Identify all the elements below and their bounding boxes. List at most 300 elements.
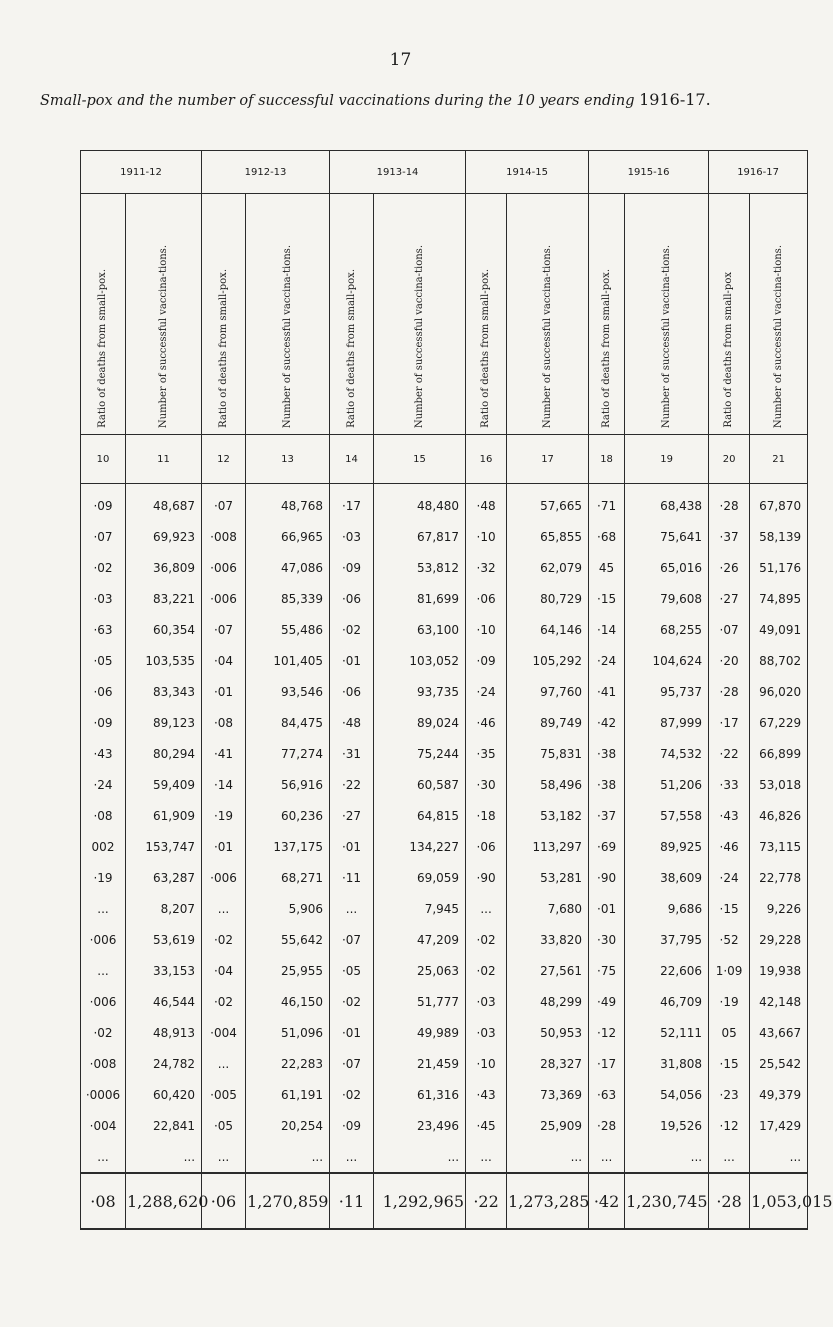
vaccinations-cell: 89,024 xyxy=(374,707,466,738)
vaccinations-cell: 55,642 xyxy=(246,924,330,955)
ratio-cell: ·09 xyxy=(330,1110,374,1141)
vaccinations-cell: 48,768 xyxy=(246,484,330,522)
ratio-cell: ·01 xyxy=(330,1017,374,1048)
ratio-cell: ·06 xyxy=(466,583,507,614)
ratio-cell: ·02 xyxy=(81,1017,126,1048)
ratio-cell: 002 xyxy=(81,831,126,862)
vaccinations-cell: 7,945 xyxy=(374,893,466,924)
ratio-cell: ·33 xyxy=(709,769,750,800)
ratio-cell: ·48 xyxy=(330,707,374,738)
vaccinations-cell: 22,841 xyxy=(126,1110,202,1141)
vaccinations-cell: 61,316 xyxy=(374,1079,466,1110)
vaccinations-cell: 22,606 xyxy=(625,955,709,986)
ratio-cell: ·11 xyxy=(330,862,374,893)
column-header-text: Number of successful vaccina-tions. xyxy=(157,244,169,428)
ratio-cell: ·90 xyxy=(466,862,507,893)
column-header-text: Number of successful vaccina-tions. xyxy=(660,244,672,428)
ratio-cell: ·43 xyxy=(709,800,750,831)
ratio-cell: ·69 xyxy=(589,831,625,862)
ratio-cell: ·35 xyxy=(466,738,507,769)
year-header: 1916-17 xyxy=(709,151,808,194)
vaccinations-cell: 73,369 xyxy=(507,1079,589,1110)
vaccinations-cell: 17,429 xyxy=(750,1110,808,1141)
vaccinations-cell: 37,795 xyxy=(625,924,709,955)
ratio-cell: ·75 xyxy=(589,955,625,986)
vaccinations-cell: 22,778 xyxy=(750,862,808,893)
vaccinations-cell: 28,327 xyxy=(507,1048,589,1079)
ratio-cell: ·43 xyxy=(466,1079,507,1110)
ratio-cell: ·27 xyxy=(330,800,374,831)
ratio-cell: ·006 xyxy=(202,552,246,583)
table-row xyxy=(81,1048,808,1079)
vaccinations-cell: ... xyxy=(374,1141,466,1173)
ratio-cell: ·09 xyxy=(330,552,374,583)
column-header xyxy=(81,194,126,435)
ratio-cell: ·02 xyxy=(330,986,374,1017)
vaccinations-cell: 75,831 xyxy=(507,738,589,769)
vaccinations-cell: 68,438 xyxy=(625,484,709,522)
ratio-cell: ·41 xyxy=(202,738,246,769)
ratio-cell: ·004 xyxy=(202,1017,246,1048)
column-header-text: Number of successful vaccina-tions. xyxy=(541,244,553,428)
vaccinations-cell: 50,953 xyxy=(507,1017,589,1048)
ratio-cell: ·48 xyxy=(466,484,507,522)
ratio-cell: ·06 xyxy=(330,583,374,614)
ratio-cell: ·09 xyxy=(81,484,126,522)
vaccinations-cell: 47,086 xyxy=(246,552,330,583)
vaccinations-cell: 48,299 xyxy=(507,986,589,1017)
ratio-cell: ·28 xyxy=(709,676,750,707)
ratio-cell: ·02 xyxy=(202,924,246,955)
vaccinations-cell: 85,339 xyxy=(246,583,330,614)
ratio-cell: ·63 xyxy=(81,614,126,645)
vaccination-table xyxy=(80,150,833,1230)
total-cell: 1,273,285 xyxy=(507,1173,589,1229)
vaccinations-cell: 24,782 xyxy=(126,1048,202,1079)
ratio-cell: ·28 xyxy=(709,484,750,522)
column-header-row xyxy=(81,194,808,435)
vaccinations-cell: 60,420 xyxy=(126,1079,202,1110)
vaccinations-cell: 89,749 xyxy=(507,707,589,738)
table-title xyxy=(40,90,780,109)
vaccinations-cell: 103,052 xyxy=(374,645,466,676)
column-number-row xyxy=(81,435,808,484)
vaccinations-cell: 43,667 xyxy=(750,1017,808,1048)
ratio-cell: ·26 xyxy=(709,552,750,583)
column-header xyxy=(507,194,589,435)
column-header-text: Ratio of deaths from small-pox. xyxy=(600,269,612,428)
table-row xyxy=(81,521,808,552)
ratio-cell: ·43 xyxy=(81,738,126,769)
ratio-cell: ·46 xyxy=(466,707,507,738)
vaccinations-cell: 60,587 xyxy=(374,769,466,800)
total-cell: ·22 xyxy=(466,1173,507,1229)
ratio-cell: ·006 xyxy=(81,986,126,1017)
ratio-cell: ·04 xyxy=(202,955,246,986)
ratio-cell: ·09 xyxy=(81,707,126,738)
ratio-cell: ... xyxy=(709,1141,750,1173)
ratio-cell: ·07 xyxy=(81,521,126,552)
vaccinations-cell: 83,221 xyxy=(126,583,202,614)
table-row xyxy=(81,614,808,645)
ratio-cell: ·03 xyxy=(466,1017,507,1048)
vaccinations-cell: 8,207 xyxy=(126,893,202,924)
vaccinations-cell: 53,812 xyxy=(374,552,466,583)
vaccinations-cell: 65,016 xyxy=(625,552,709,583)
ratio-cell: ·05 xyxy=(81,645,126,676)
total-cell: 1,270,859 xyxy=(246,1173,330,1229)
ratio-cell: ·01 xyxy=(330,831,374,862)
column-header xyxy=(202,194,246,435)
vaccinations-cell: 66,899 xyxy=(750,738,808,769)
vaccinations-cell: 134,227 xyxy=(374,831,466,862)
ratio-cell: ·008 xyxy=(81,1048,126,1079)
vaccinations-cell: 101,405 xyxy=(246,645,330,676)
column-number: 12 xyxy=(202,435,246,484)
vaccinations-cell: 80,294 xyxy=(126,738,202,769)
vaccinations-cell: 69,059 xyxy=(374,862,466,893)
vaccinations-cell: 9,226 xyxy=(750,893,808,924)
totals-row xyxy=(81,1173,808,1229)
total-cell: ·28 xyxy=(709,1173,750,1229)
table-row xyxy=(81,986,808,1017)
vaccinations-cell: 137,175 xyxy=(246,831,330,862)
ratio-cell: ·15 xyxy=(709,1048,750,1079)
total-cell: ·08 xyxy=(81,1173,126,1229)
vaccinations-cell: 89,123 xyxy=(126,707,202,738)
ratio-cell: ·23 xyxy=(709,1079,750,1110)
ratio-cell: ·02 xyxy=(202,986,246,1017)
vaccinations-cell: 63,100 xyxy=(374,614,466,645)
vaccinations-cell: 83,343 xyxy=(126,676,202,707)
ratio-cell: ·22 xyxy=(330,769,374,800)
ratio-cell: ... xyxy=(330,1141,374,1173)
vaccinations-cell: 46,150 xyxy=(246,986,330,1017)
vaccinations-cell: ... xyxy=(750,1141,808,1173)
vaccinations-cell: 96,020 xyxy=(750,676,808,707)
ratio-cell: ·19 xyxy=(709,986,750,1017)
vaccinations-cell: 61,191 xyxy=(246,1079,330,1110)
ratio-cell: ... xyxy=(589,1141,625,1173)
vaccinations-cell: 58,139 xyxy=(750,521,808,552)
table-row xyxy=(81,893,808,924)
ratio-cell: ·005 xyxy=(202,1079,246,1110)
vaccinations-cell: 56,916 xyxy=(246,769,330,800)
vaccinations-cell: 87,999 xyxy=(625,707,709,738)
ratio-cell: ·07 xyxy=(330,1048,374,1079)
vaccinations-cell: 67,870 xyxy=(750,484,808,522)
table-row xyxy=(81,831,808,862)
column-header xyxy=(330,194,374,435)
ratio-cell: ... xyxy=(202,893,246,924)
ratio-cell: ·18 xyxy=(466,800,507,831)
total-cell: 1,288,620 xyxy=(126,1173,202,1229)
vaccinations-cell: ... xyxy=(246,1141,330,1173)
vaccinations-cell: 53,281 xyxy=(507,862,589,893)
year-header: 1913-14 xyxy=(330,151,466,194)
vaccinations-cell: 53,182 xyxy=(507,800,589,831)
ratio-cell: ·06 xyxy=(330,676,374,707)
vaccinations-cell: 25,542 xyxy=(750,1048,808,1079)
ratio-cell: ... xyxy=(81,955,126,986)
ratio-cell: ·006 xyxy=(202,583,246,614)
vaccinations-cell: 51,096 xyxy=(246,1017,330,1048)
column-header-text: Ratio of deaths from small-pox. xyxy=(345,269,357,428)
column-number: 21 xyxy=(750,435,808,484)
ratio-cell: ·24 xyxy=(589,645,625,676)
ratio-cell: ... xyxy=(202,1048,246,1079)
vaccinations-cell: 73,115 xyxy=(750,831,808,862)
vaccinations-cell: 20,254 xyxy=(246,1110,330,1141)
column-header xyxy=(625,194,709,435)
vaccinations-cell: 95,737 xyxy=(625,676,709,707)
vaccinations-cell: 7,680 xyxy=(507,893,589,924)
ratio-cell: ·32 xyxy=(466,552,507,583)
ratio-cell: ·02 xyxy=(330,614,374,645)
year-header: 1912-13 xyxy=(202,151,330,194)
ratio-cell: 05 xyxy=(709,1017,750,1048)
table-row xyxy=(81,1141,808,1173)
ratio-cell: ·19 xyxy=(81,862,126,893)
ratio-cell: ·37 xyxy=(589,800,625,831)
ratio-cell: ·02 xyxy=(81,552,126,583)
ratio-cell: ·07 xyxy=(202,614,246,645)
ratio-cell: ·07 xyxy=(202,484,246,522)
vaccinations-cell: 27,561 xyxy=(507,955,589,986)
vaccinations-cell: 74,532 xyxy=(625,738,709,769)
table-row xyxy=(81,862,808,893)
total-cell: ·06 xyxy=(202,1173,246,1229)
ratio-cell: ·09 xyxy=(466,645,507,676)
table-row xyxy=(81,924,808,955)
title-text: Small-pox and the number of successful vaccinations during the 10 years ending xyxy=(40,93,635,109)
table-row xyxy=(81,707,808,738)
vaccinations-cell: 21,459 xyxy=(374,1048,466,1079)
vaccinations-cell: 51,206 xyxy=(625,769,709,800)
ratio-cell: ·42 xyxy=(589,707,625,738)
vaccinations-cell: 38,609 xyxy=(625,862,709,893)
ratio-cell: ·15 xyxy=(709,893,750,924)
vaccinations-cell: 46,826 xyxy=(750,800,808,831)
vaccinations-cell: 60,236 xyxy=(246,800,330,831)
vaccinations-cell: 22,283 xyxy=(246,1048,330,1079)
ratio-cell: ·03 xyxy=(466,986,507,1017)
vaccinations-cell: 58,496 xyxy=(507,769,589,800)
ratio-cell: ... xyxy=(466,893,507,924)
vaccinations-cell: 53,619 xyxy=(126,924,202,955)
ratio-cell: ·006 xyxy=(202,862,246,893)
table-row xyxy=(81,1017,808,1048)
vaccinations-cell: 84,475 xyxy=(246,707,330,738)
ratio-cell: ·30 xyxy=(589,924,625,955)
vaccinations-cell: ... xyxy=(625,1141,709,1173)
table-row xyxy=(81,955,808,986)
ratio-cell: ·008 xyxy=(202,521,246,552)
ratio-cell: ·63 xyxy=(589,1079,625,1110)
vaccinations-cell: 97,760 xyxy=(507,676,589,707)
column-number: 18 xyxy=(589,435,625,484)
vaccinations-cell: 81,699 xyxy=(374,583,466,614)
ratio-cell: ·03 xyxy=(81,583,126,614)
vaccinations-cell: 49,989 xyxy=(374,1017,466,1048)
ratio-cell: ·52 xyxy=(709,924,750,955)
ratio-cell: ·07 xyxy=(709,614,750,645)
vaccinations-cell: 75,641 xyxy=(625,521,709,552)
ratio-cell: ·17 xyxy=(709,707,750,738)
vaccinations-cell: 25,063 xyxy=(374,955,466,986)
ratio-cell: ·06 xyxy=(466,831,507,862)
column-number: 13 xyxy=(246,435,330,484)
column-header xyxy=(374,194,466,435)
vaccinations-cell: 77,274 xyxy=(246,738,330,769)
ratio-cell: ·0006 xyxy=(81,1079,126,1110)
vaccinations-cell: 48,480 xyxy=(374,484,466,522)
vaccinations-cell: 66,965 xyxy=(246,521,330,552)
vaccinations-cell: 36,809 xyxy=(126,552,202,583)
ratio-cell: ·08 xyxy=(202,707,246,738)
ratio-cell: ·14 xyxy=(202,769,246,800)
total-cell: 1,053,015 xyxy=(750,1173,808,1229)
column-number: 10 xyxy=(81,435,126,484)
ratio-cell: 45 xyxy=(589,552,625,583)
ratio-cell: ... xyxy=(466,1141,507,1173)
column-header xyxy=(246,194,330,435)
ratio-cell: ·37 xyxy=(709,521,750,552)
vaccinations-cell: 57,558 xyxy=(625,800,709,831)
year-header-row xyxy=(81,151,808,194)
vaccinations-cell: 23,496 xyxy=(374,1110,466,1141)
column-header xyxy=(126,194,202,435)
title-years: 1916-17. xyxy=(639,90,711,109)
column-number: 16 xyxy=(466,435,507,484)
vaccinations-cell: 54,056 xyxy=(625,1079,709,1110)
column-header xyxy=(466,194,507,435)
vaccinations-cell: 93,735 xyxy=(374,676,466,707)
vaccinations-cell: 29,228 xyxy=(750,924,808,955)
column-number: 14 xyxy=(330,435,374,484)
vaccinations-cell: ... xyxy=(507,1141,589,1173)
column-header xyxy=(589,194,625,435)
vaccinations-cell: 49,091 xyxy=(750,614,808,645)
table-row xyxy=(81,738,808,769)
year-header: 1914-15 xyxy=(466,151,589,194)
vaccinations-cell: 105,292 xyxy=(507,645,589,676)
total-cell: ·11 xyxy=(330,1173,374,1229)
vaccinations-cell: 67,229 xyxy=(750,707,808,738)
ratio-cell: ·38 xyxy=(589,769,625,800)
ratio-cell: ·24 xyxy=(709,862,750,893)
table-row xyxy=(81,800,808,831)
vaccinations-cell: 60,354 xyxy=(126,614,202,645)
ratio-cell: ·06 xyxy=(81,676,126,707)
vaccinations-cell: 47,209 xyxy=(374,924,466,955)
vaccinations-cell: 52,111 xyxy=(625,1017,709,1048)
table-row xyxy=(81,1079,808,1110)
column-number: 17 xyxy=(507,435,589,484)
ratio-cell: ·49 xyxy=(589,986,625,1017)
vaccinations-cell: 104,624 xyxy=(625,645,709,676)
ratio-cell: ·17 xyxy=(589,1048,625,1079)
ratio-cell: ·27 xyxy=(709,583,750,614)
vaccinations-cell: 33,153 xyxy=(126,955,202,986)
vaccinations-cell: 80,729 xyxy=(507,583,589,614)
table-row xyxy=(81,552,808,583)
ratio-cell: ·006 xyxy=(81,924,126,955)
column-header-text: Ratio of deaths from small-pox. xyxy=(217,269,229,428)
ratio-cell: ·01 xyxy=(330,645,374,676)
ratio-cell: ·24 xyxy=(466,676,507,707)
vaccinations-cell: 64,146 xyxy=(507,614,589,645)
ratio-cell: ·71 xyxy=(589,484,625,522)
table-row xyxy=(81,583,808,614)
ratio-cell: ·19 xyxy=(202,800,246,831)
table-row xyxy=(81,769,808,800)
ratio-cell: ·01 xyxy=(202,831,246,862)
column-number: 15 xyxy=(374,435,466,484)
ratio-cell: ·07 xyxy=(330,924,374,955)
vaccinations-cell: 53,018 xyxy=(750,769,808,800)
ratio-cell: ·90 xyxy=(589,862,625,893)
vaccinations-cell: 48,687 xyxy=(126,484,202,522)
ratio-cell: ·12 xyxy=(589,1017,625,1048)
column-header-text: Number of successful vaccina-tions. xyxy=(772,244,784,428)
ratio-cell: ·22 xyxy=(709,738,750,769)
ratio-cell: ·01 xyxy=(589,893,625,924)
vaccinations-cell: 67,817 xyxy=(374,521,466,552)
vaccinations-cell: 59,409 xyxy=(126,769,202,800)
year-header: 1911-12 xyxy=(81,151,202,194)
ratio-cell: ·03 xyxy=(330,521,374,552)
vaccinations-cell: 25,909 xyxy=(507,1110,589,1141)
vaccinations-cell: 75,244 xyxy=(374,738,466,769)
vaccinations-cell: 74,895 xyxy=(750,583,808,614)
ratio-cell: ·31 xyxy=(330,738,374,769)
page-number: 17 xyxy=(389,50,412,70)
ratio-cell: ·10 xyxy=(466,1048,507,1079)
ratio-cell: ·02 xyxy=(466,955,507,986)
ratio-cell: ·46 xyxy=(709,831,750,862)
table-row xyxy=(81,676,808,707)
vaccinations-cell: ... xyxy=(126,1141,202,1173)
vaccinations-cell: 79,608 xyxy=(625,583,709,614)
vaccinations-cell: 61,909 xyxy=(126,800,202,831)
vaccinations-cell: 89,925 xyxy=(625,831,709,862)
vaccinations-cell: 113,297 xyxy=(507,831,589,862)
vaccinations-cell: 153,747 xyxy=(126,831,202,862)
ratio-cell: ·20 xyxy=(709,645,750,676)
vaccinations-cell: 51,176 xyxy=(750,552,808,583)
ratio-cell: ·24 xyxy=(81,769,126,800)
vaccinations-cell: 57,665 xyxy=(507,484,589,522)
vaccinations-cell: 5,906 xyxy=(246,893,330,924)
total-cell: 1,230,745 xyxy=(625,1173,709,1229)
ratio-cell: ·02 xyxy=(330,1079,374,1110)
ratio-cell: ... xyxy=(81,1141,126,1173)
column-number: 11 xyxy=(126,435,202,484)
vaccinations-cell: 55,486 xyxy=(246,614,330,645)
table-row xyxy=(81,1110,808,1141)
vaccinations-cell: 31,808 xyxy=(625,1048,709,1079)
vaccinations-cell: 65,855 xyxy=(507,521,589,552)
vaccinations-cell: 49,379 xyxy=(750,1079,808,1110)
vaccinations-cell: 19,938 xyxy=(750,955,808,986)
vaccinations-cell: 63,287 xyxy=(126,862,202,893)
column-header-text: Ratio of deaths from small-pox. xyxy=(97,269,108,428)
ratio-cell: ·17 xyxy=(330,484,374,522)
ratio-cell: ·30 xyxy=(466,769,507,800)
column-header xyxy=(750,194,808,435)
vaccinations-cell: 46,709 xyxy=(625,986,709,1017)
